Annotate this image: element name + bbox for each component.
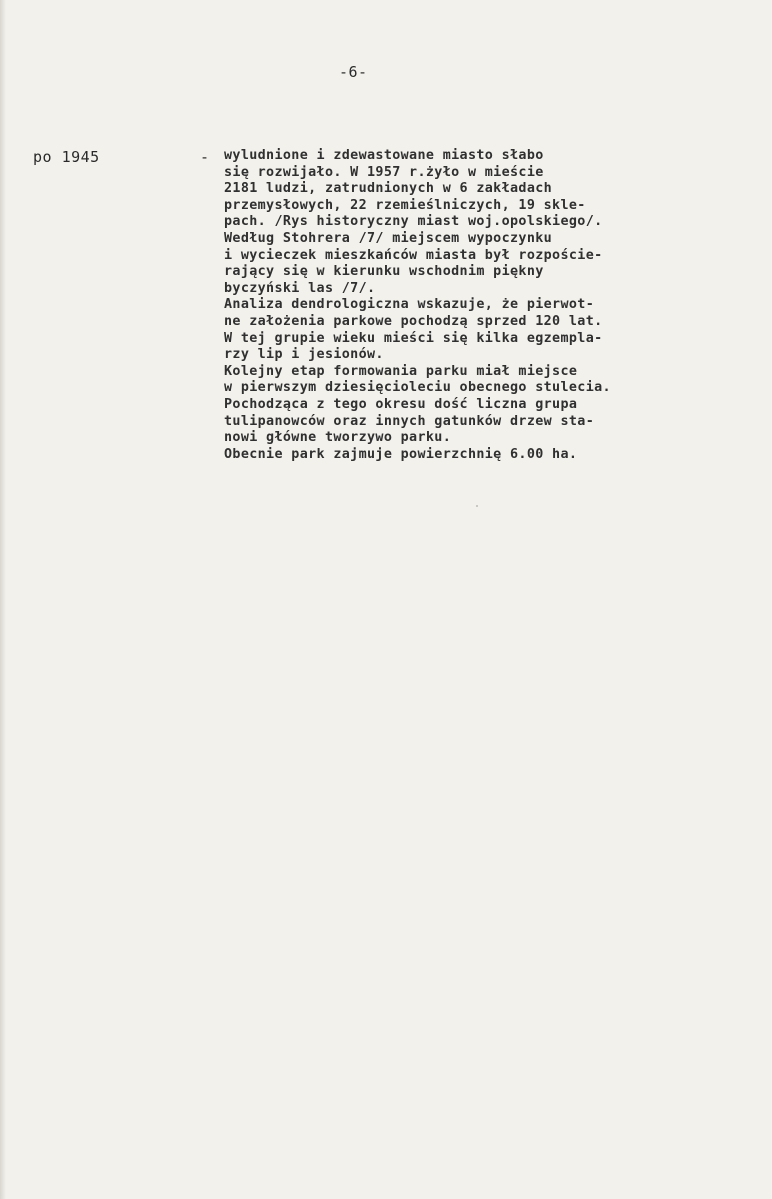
- date-label: po 1945: [33, 148, 100, 166]
- text-line: rzy lip i jesionów.: [224, 347, 384, 363]
- page-number: -6-: [339, 63, 368, 81]
- text-line: przemysłowych, 22 rzemieślniczych, 19 skle-: [224, 197, 586, 213]
- text-line: ne założenia parkowe pochodzą sprzed 120 lat.: [224, 313, 603, 329]
- text-line: rający się w kierunku wschodnim piękny: [224, 264, 544, 280]
- text-line: Obecnie park zajmuje powierzchnię 6.00 ha.: [224, 446, 578, 462]
- paper-edge: [0, 0, 6, 1199]
- text-line: nowi główne tworzywo parku.: [224, 430, 452, 446]
- text-line: Analiza dendrologiczna wskazuje, że pierwot-: [224, 297, 595, 313]
- text-line: byczyński las /7/.: [224, 280, 376, 296]
- text-line: W tej grupie wieku mieści się kilka egzempla-: [224, 330, 603, 346]
- text-line: i wycieczek mieszkańców miasta był rozpoście-: [224, 247, 603, 263]
- text-line: Kolejny etap formowania parku miał miejsce: [224, 363, 578, 379]
- text-line: tulipanowców oraz innych gatunków drzew sta-: [224, 413, 595, 429]
- text-line: Według Stohrera /7/ miejscem wypoczynku: [224, 230, 553, 246]
- text-line: wyludnione i zdewastowane miasto słabo: [224, 148, 544, 163]
- body-text: [224, 148, 744, 463]
- text-line: Pochodząca z tego okresu dość liczna grupa: [224, 396, 578, 412]
- text-line: w pierwszym dziesięcioleciu obecnego stulecia.: [224, 380, 611, 396]
- text-line: 2181 ludzi, zatrudnionych w 6 zakładach: [224, 181, 553, 197]
- text-line: się rozwijało. W 1957 r.żyło w mieście: [224, 164, 544, 180]
- text-line: pach. /Rys historyczny miast woj.opolskiego/.: [224, 214, 603, 230]
- dash-separator: -: [200, 148, 210, 166]
- paper-speck: [476, 505, 478, 507]
